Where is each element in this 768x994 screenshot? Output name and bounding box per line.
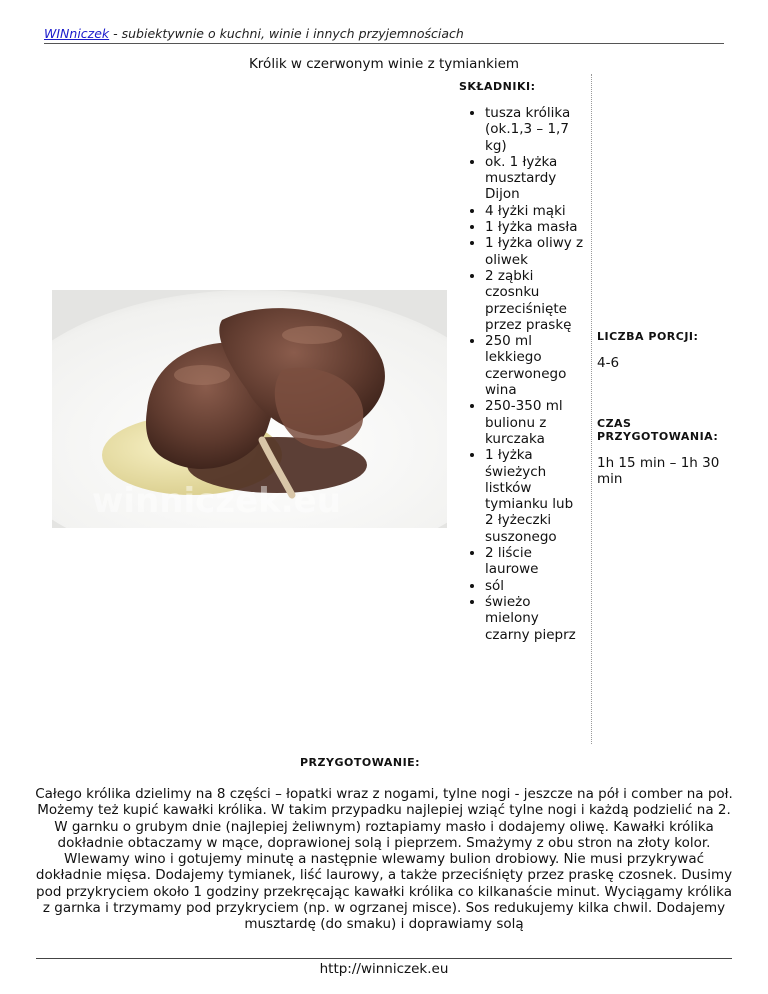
site-tagline: - subiektywnie o kuchni, winie i innych przyjemnościach (109, 26, 464, 41)
page-header (44, 26, 724, 44)
prep-time-value: 1h 15 min – 1h 30 min (597, 455, 720, 487)
servings-block (597, 330, 747, 371)
list-item: • świeżo mielony czarny pieprz (485, 594, 585, 643)
site-link[interactable]: WINniczek (44, 26, 110, 41)
list-item: • 250 ml lekkiego czerwonego wina (485, 333, 585, 398)
preparation-text: Całego królika dzielimy na 8 części – łopatki wraz z nogami, tylne nogi - jeszcze na pół i comber na poł. Możemy też kupić kawałki królika. W takim przypadku najlepiej wziąć tylne nogi i każdą podzielić na 2. W garnku o grubym dnie (najlepiej żeliwnym) roztapiamy masło i dodajemy oliwę. Kawałki królika dokładnie obtaczamy w mące, doprawionej solą i pieprzem. Smażymy z obu stron na złoty kolor. Wlewamy wino i gotujemy minutę a następnie wlewamy bulion drobiowy. Nie musi przykrywać dokładnie mięsa. Dodajemy tymianek, liść laurowy, a także przeciśnięty przez praskę czosnek. Dusimy pod przykryciem około 1 godziny przekręcając kawałki królika co kilkanaście minut. Wyciągamy królika z garnka i trzymamy pod przykryciem (np. w ogrzanej misce). Sos redukujemy kilka chwil. Dodajemy musztardę (do smaku) i doprawiamy solą (35, 786, 733, 933)
ingredients-list (455, 105, 585, 643)
list-item: • 250-350 ml bulionu z kurczaka (485, 398, 585, 447)
preparation-heading: PRZYGOTOWANIE: (300, 756, 421, 769)
recipe-title: Królik w czerwonym winie z tymiankiem (248, 56, 520, 72)
dish-photo (52, 290, 447, 528)
list-item: • ok. 1 łyżka musztardy Dijon (485, 154, 585, 203)
photo-watermark: winniczek.eu (92, 481, 341, 521)
list-item: • 1 łyżka świeżych listków tymianku lub 2 łyżeczki suszonego (485, 447, 585, 545)
ingredients-column (455, 74, 592, 744)
prep-time-block (597, 417, 747, 487)
ingredients-heading: SKŁADNIKI: (459, 80, 536, 93)
footer-url: http://winniczek.eu (319, 961, 449, 977)
list-item: • sól (485, 578, 585, 594)
list-item: • 2 ząbki czosnku przeciśnięte przez praskę (485, 268, 585, 333)
list-item: • 2 liście laurowe (485, 545, 585, 578)
list-item: • tusza królika (ok.1,3 – 1,7 kg) (485, 105, 585, 154)
list-item: • 1 łyżka oliwy z oliwek (485, 235, 585, 268)
list-item: • 1 łyżka masła (485, 219, 585, 235)
prep-time-heading: CZAS PRZYGOTOWANIA: (597, 417, 719, 443)
servings-heading: LICZBA PORCJI: (597, 330, 699, 343)
servings-value: 4-6 (597, 355, 620, 371)
list-item: • 4 łyżki mąki (485, 203, 585, 219)
page-footer (36, 958, 732, 977)
